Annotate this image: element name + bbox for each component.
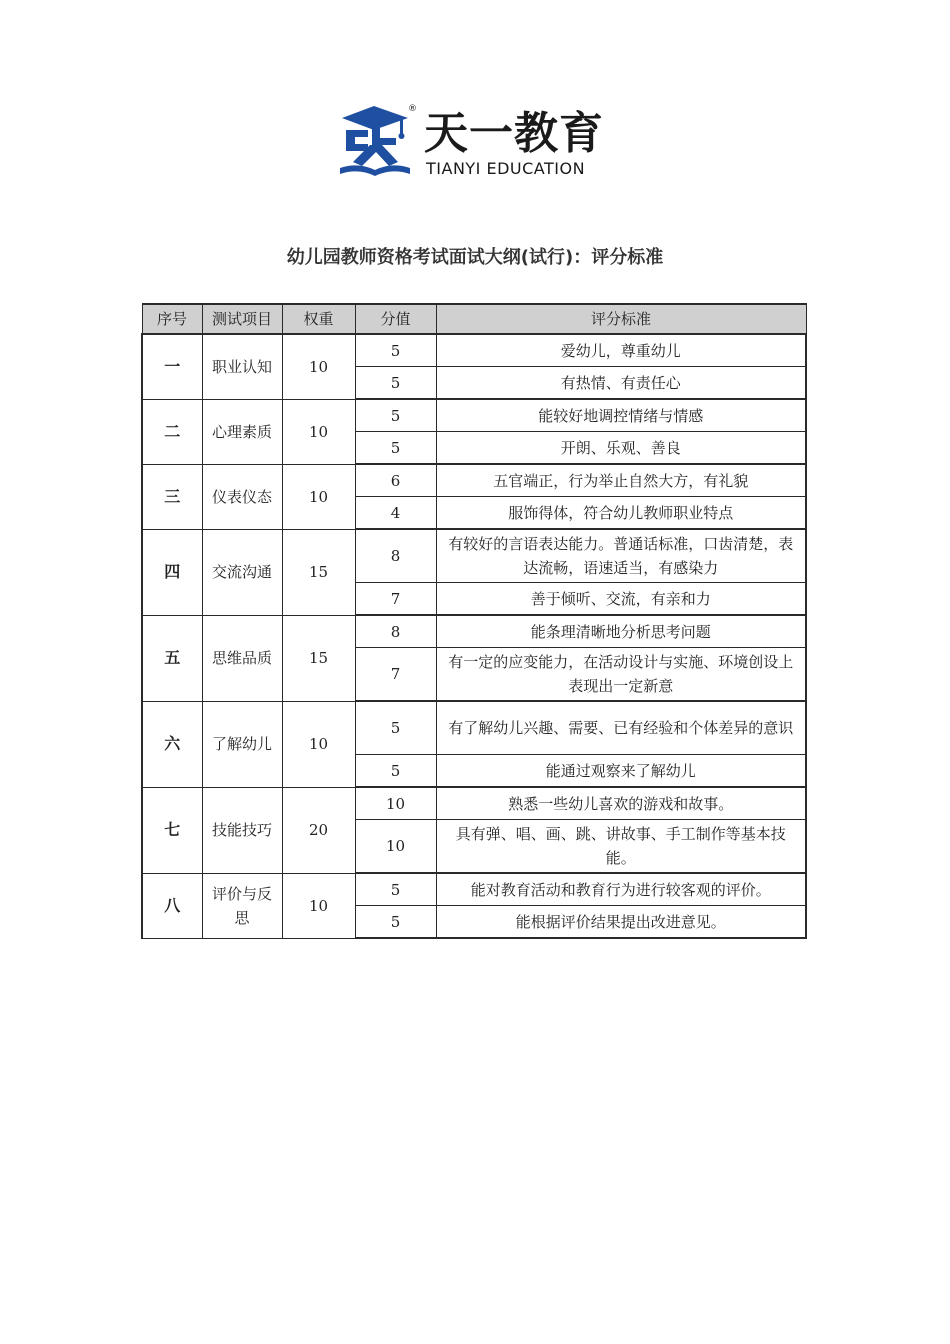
row-criterion: 能通过观察来了解幼儿 — [436, 755, 806, 788]
row-score: 5 — [355, 367, 436, 400]
group-seq: 三 — [142, 464, 202, 529]
row-score: 5 — [355, 906, 436, 939]
table-row — [142, 873, 806, 906]
row-score: 5 — [355, 399, 436, 432]
header-item: 测试项目 — [202, 304, 282, 334]
row-criterion: 有较好的言语表达能力。普通话标准，口齿清楚，表达流畅，语速适当，有感染力 — [436, 529, 806, 583]
row-criterion: 善于倾听、交流，有亲和力 — [436, 583, 806, 616]
group-item: 心理素质 — [202, 399, 282, 464]
group-weight: 10 — [282, 399, 355, 464]
row-criterion: 服饰得体，符合幼儿教师职业特点 — [436, 497, 806, 530]
row-criterion: 有了解幼儿兴趣、需要、已有经验和个体差异的意识 — [436, 701, 806, 755]
brand-name-en: TIANYI EDUCATION — [426, 159, 586, 178]
row-score: 8 — [355, 529, 436, 583]
table-row — [142, 701, 806, 755]
group-weight: 15 — [282, 529, 355, 615]
row-score: 10 — [355, 787, 436, 820]
group-seq: 二 — [142, 399, 202, 464]
group-weight: 10 — [282, 701, 355, 787]
row-score: 7 — [355, 648, 436, 702]
group-item: 仪表仪态 — [202, 464, 282, 529]
table-row — [142, 787, 806, 820]
row-score: 5 — [355, 432, 436, 465]
row-score: 5 — [355, 701, 436, 755]
group-item: 交流沟通 — [202, 529, 282, 615]
row-criterion: 有热情、有责任心 — [436, 367, 806, 400]
group-seq: 六 — [142, 701, 202, 787]
header-score: 分值 — [355, 304, 436, 334]
row-score: 7 — [355, 583, 436, 616]
brand-name-cn: 天一教育 — [424, 108, 604, 159]
row-score: 5 — [355, 334, 436, 367]
header-weight: 权重 — [282, 304, 355, 334]
group-item: 技能技巧 — [202, 787, 282, 873]
page-title: 幼儿园教师资格考试面试大纲(试行)：评分标准 — [286, 247, 664, 268]
group-seq: 一 — [142, 334, 202, 399]
brand-logo — [338, 104, 613, 184]
row-score: 5 — [355, 873, 436, 906]
table-row — [142, 615, 806, 648]
scoring-table — [141, 303, 807, 939]
header-criterion: 评分标准 — [436, 304, 806, 334]
row-score: 4 — [355, 497, 436, 530]
registered-mark: ® — [408, 104, 417, 114]
row-criterion: 能根据评价结果提出改进意见。 — [436, 906, 806, 939]
header-seq: 序号 — [142, 304, 202, 334]
row-score: 10 — [355, 820, 436, 874]
group-seq: 七 — [142, 787, 202, 873]
group-weight: 15 — [282, 615, 355, 701]
table-row — [142, 399, 806, 432]
row-criterion: 有一定的应变能力，在活动设计与实施、环境创设上表现出一定新意 — [436, 648, 806, 702]
group-seq: 五 — [142, 615, 202, 701]
row-criterion: 能较好地调控情绪与情感 — [436, 399, 806, 432]
row-criterion: 开朗、乐观、善良 — [436, 432, 806, 465]
row-criterion: 熟悉一些幼儿喜欢的游戏和故事。 — [436, 787, 806, 820]
group-seq: 八 — [142, 873, 202, 938]
group-seq: 四 — [142, 529, 202, 615]
row-criterion: 五官端正，行为举止自然大方，有礼貌 — [436, 464, 806, 497]
table-header-row — [142, 304, 806, 334]
group-item: 了解幼儿 — [202, 701, 282, 787]
group-weight: 20 — [282, 787, 355, 873]
table-row — [142, 334, 806, 367]
row-score: 5 — [355, 755, 436, 788]
mortarboard-logo-icon — [338, 104, 412, 180]
row-score: 6 — [355, 464, 436, 497]
group-weight: 10 — [282, 873, 355, 938]
row-criterion: 能对教育活动和教育行为进行较客观的评价。 — [436, 873, 806, 906]
row-criterion: 能条理清晰地分析思考问题 — [436, 615, 806, 648]
table-row — [142, 529, 806, 583]
group-weight: 10 — [282, 464, 355, 529]
table-row — [142, 464, 806, 497]
row-score: 8 — [355, 615, 436, 648]
row-criterion: 爱幼儿，尊重幼儿 — [436, 334, 806, 367]
group-item: 思维品质 — [202, 615, 282, 701]
group-weight: 10 — [282, 334, 355, 399]
group-item: 职业认知 — [202, 334, 282, 399]
row-criterion: 具有弹、唱、画、跳、讲故事、手工制作等基本技能。 — [436, 820, 806, 874]
group-item: 评价与反思 — [202, 873, 282, 938]
